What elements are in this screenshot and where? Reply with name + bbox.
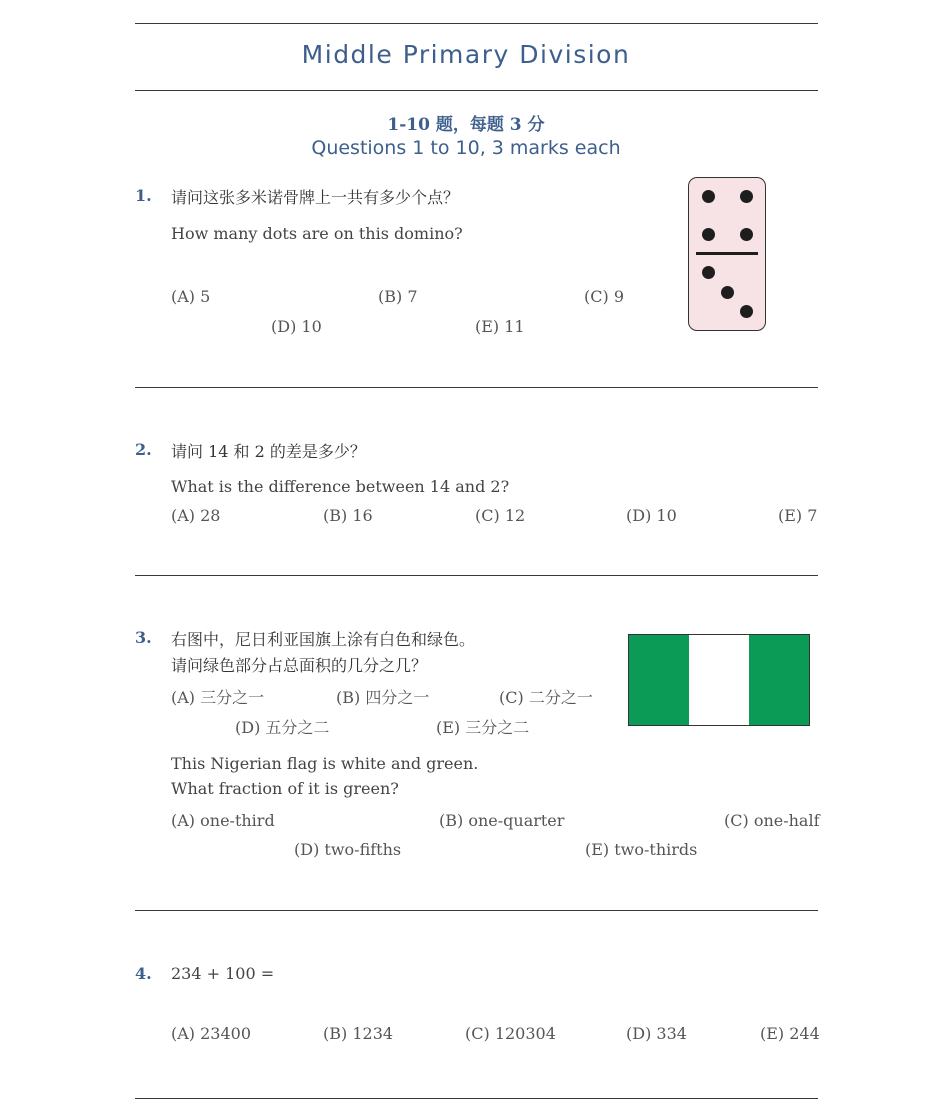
- option-e-en[interactable]: (E) two-thirds: [585, 840, 698, 859]
- flag-white-stripe: [689, 635, 749, 725]
- option-e-cn[interactable]: (E) 三分之二: [436, 718, 530, 737]
- question-text-en: What is the difference between 14 and 2?: [171, 477, 510, 496]
- question-text-en-line2: What fraction of it is green?: [171, 779, 399, 798]
- domino-figure: [688, 177, 766, 331]
- nigeria-flag-figure: [628, 634, 810, 726]
- domino-dot: [702, 228, 715, 241]
- question-text-cn: 请问 14 和 2 的差是多少？: [171, 442, 366, 461]
- domino-divider: [696, 252, 758, 255]
- question-text-en: How many dots are on this domino?: [171, 224, 463, 243]
- section-subtitle-cn: 1-10 题，每题 3 分: [387, 115, 545, 135]
- option-a[interactable]: (A) 23400: [171, 1024, 252, 1043]
- question-text-cn: 请问这张多米诺骨牌上一共有多少个点？: [171, 188, 460, 207]
- option-c[interactable]: (C) 12: [475, 506, 526, 525]
- option-a[interactable]: (A) 28: [171, 506, 221, 525]
- option-b-cn[interactable]: (B) 四分之一: [336, 688, 430, 707]
- divider: [135, 387, 818, 388]
- option-a-en[interactable]: (A) one-third: [171, 811, 275, 830]
- option-b[interactable]: (B) 1234: [323, 1024, 394, 1043]
- domino-dot: [702, 190, 715, 203]
- option-d-en[interactable]: (D) two-fifths: [294, 840, 402, 859]
- option-e[interactable]: (E) 7: [778, 506, 818, 525]
- question-text-cn-line2: 请问绿色部分占总面积的几分之几？: [171, 656, 428, 675]
- question-number: 4.: [135, 964, 152, 983]
- option-e[interactable]: (E) 244: [760, 1024, 820, 1043]
- option-a-cn[interactable]: (A) 三分之一: [171, 688, 265, 707]
- question-text-cn-line1: 右图中，尼日利亚国旗上涂有白色和绿色。: [171, 630, 476, 649]
- option-c-en[interactable]: (C) one-half: [724, 811, 820, 830]
- option-c[interactable]: (C) 9: [584, 287, 624, 306]
- divider: [135, 575, 818, 576]
- option-e[interactable]: (E) 11: [475, 317, 525, 336]
- flag-green-stripe: [629, 635, 689, 725]
- question-text-en-line1: This Nigerian flag is white and green.: [171, 754, 479, 773]
- option-b[interactable]: (B) 16: [323, 506, 373, 525]
- divider: [135, 910, 818, 911]
- divider: [135, 90, 818, 91]
- divider: [135, 1098, 818, 1099]
- option-c-cn[interactable]: (C) 二分之一: [499, 688, 593, 707]
- flag-green-stripe: [749, 635, 809, 725]
- page-title: Middle Primary Division: [301, 40, 631, 69]
- option-d-cn[interactable]: (D) 五分之二: [235, 718, 330, 737]
- option-b[interactable]: (B) 7: [378, 287, 418, 306]
- divider: [135, 23, 818, 24]
- section-subtitle-en: Questions 1 to 10, 3 marks each: [311, 137, 621, 159]
- domino-dot: [740, 228, 753, 241]
- option-d[interactable]: (D) 10: [626, 506, 677, 525]
- domino-dot: [740, 305, 753, 318]
- option-a[interactable]: (A) 5: [171, 287, 211, 306]
- question-number: 3.: [135, 628, 152, 647]
- option-b-en[interactable]: (B) one-quarter: [439, 811, 565, 830]
- domino-dot: [702, 266, 715, 279]
- option-d[interactable]: (D) 10: [271, 317, 322, 336]
- option-d[interactable]: (D) 334: [626, 1024, 687, 1043]
- question-text: 234 + 100 =: [171, 964, 275, 983]
- option-c[interactable]: (C) 120304: [465, 1024, 556, 1043]
- domino-dot: [721, 286, 734, 299]
- question-number: 1.: [135, 186, 152, 205]
- question-number: 2.: [135, 440, 152, 459]
- domino-dot: [740, 190, 753, 203]
